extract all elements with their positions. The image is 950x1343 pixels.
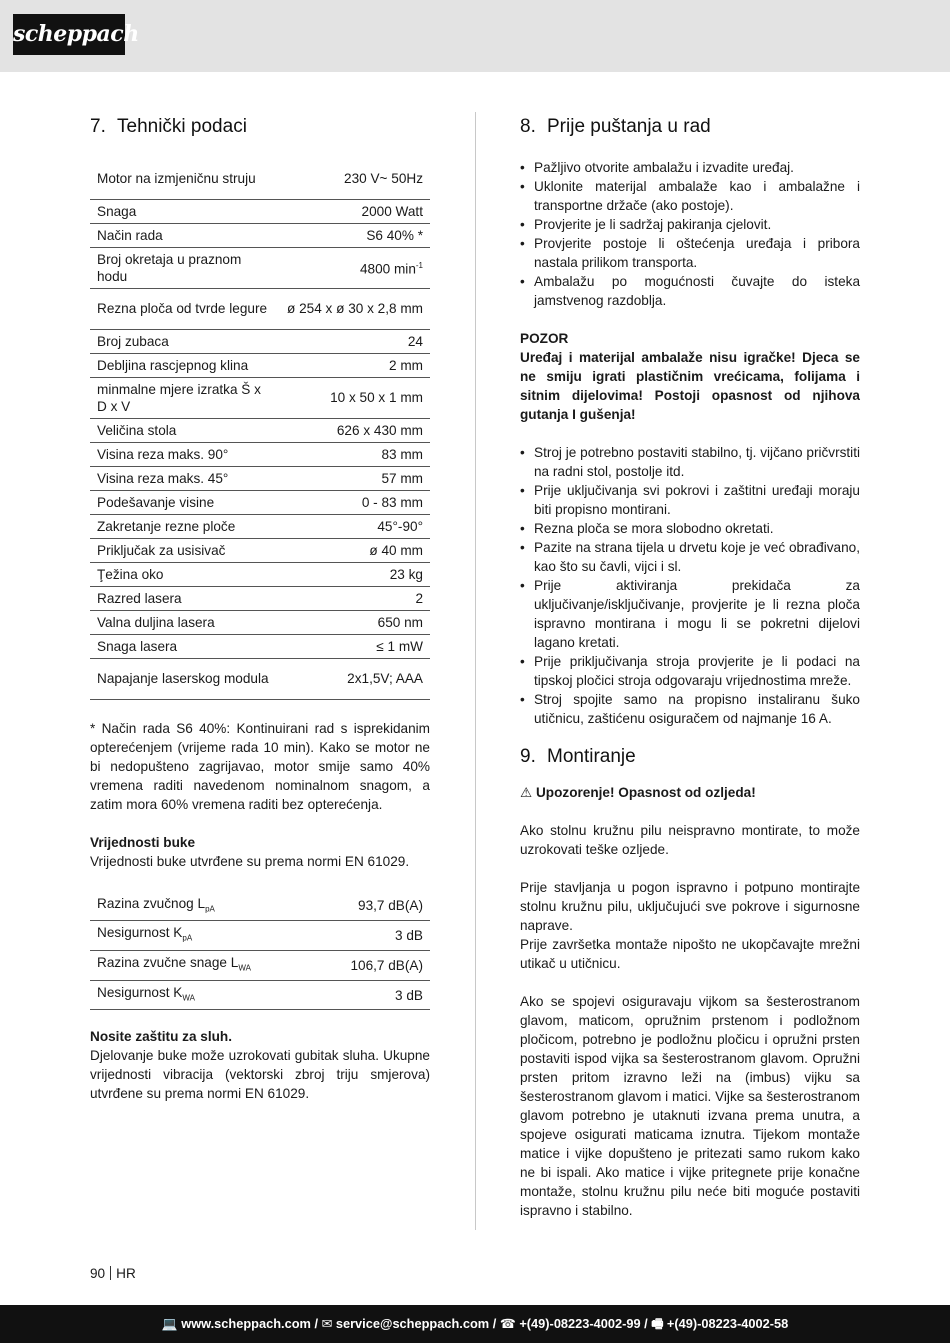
spec-row	[90, 634, 430, 658]
spec-value	[280, 199, 430, 223]
section-title: Tehnički podaci	[117, 116, 247, 137]
spec-value-text: 23 kg	[389, 566, 423, 582]
spec-value-text: 57 mm	[381, 470, 423, 486]
list-item: • Ambalažu po mogućnosti čuvajte do isteka jamstvenog razdoblja.	[520, 272, 860, 310]
list-item: • Provjerite je li sadržaj pakiranja cjelovit.	[520, 215, 860, 234]
list-item: • Rezna ploča se mora slobodno okretati.	[520, 519, 860, 538]
spec-label: Visina reza maks. 90°	[90, 442, 280, 466]
hearing-protection-heading: Nosite zaštitu za sluh.	[90, 1029, 233, 1045]
spec-row	[90, 562, 430, 586]
list-item: • Stroj spojite samo na propisno instaliranu šuko utičnicu, zaštićenu osiguračem od najmanje 16 A.	[520, 690, 860, 728]
spec-value	[280, 329, 430, 353]
technical-data-table	[90, 158, 430, 700]
spec-label: Napajanje laserskog modula	[90, 658, 280, 699]
column-divider	[475, 112, 476, 1230]
spec-value-text: 0 - 83 mm	[361, 494, 423, 510]
list-item: • Prije uključivanja svi pokrovi i zaštitni uređaji moraju biti propisno montirani.	[520, 481, 860, 519]
spec-row	[90, 223, 430, 247]
noise-label-subscript: WA	[238, 963, 251, 973]
spec-label: Debljina rascjepnog klina	[90, 353, 280, 377]
spec-value-text: 2 mm	[389, 357, 423, 373]
spec-value-text: 24	[407, 333, 423, 349]
noise-label-text: Razina zvučne snage L	[97, 954, 239, 970]
noise-text: Vrijednosti buke utvrđene su prema normi EN 61029.	[90, 853, 410, 869]
spec-value-text: 45°-90°	[377, 518, 423, 534]
list-item: • Provjerite postoje li oštećenja uređaja i pribora nastala prilikom transporta.	[520, 234, 860, 272]
spec-value	[280, 418, 430, 442]
section-number: 7.	[90, 116, 106, 137]
spec-value	[280, 377, 430, 418]
spec-row	[90, 466, 430, 490]
footer-contact-text: 💻 www.scheppach.com / ✉ service@scheppach.com / ☎ +(49)-08223-4002-99 / 🖷 +(49)-08223-4002-58	[161, 1316, 789, 1331]
spec-value	[280, 586, 430, 610]
spec-row	[90, 418, 430, 442]
warning-triangle-icon: ⚠	[520, 785, 533, 800]
section-number: 9.	[520, 746, 536, 767]
noise-row	[90, 892, 430, 921]
noise-label-text: Nesigurnost K	[97, 984, 183, 1000]
spec-label: Razred lasera	[90, 586, 280, 610]
spec-label: Valna duljina lasera	[90, 610, 280, 634]
spec-value	[280, 514, 430, 538]
scheppach-logo: scheppach	[13, 14, 125, 55]
noise-label-subscript: pA	[182, 933, 193, 943]
spec-label: Podešavanje visine	[90, 490, 280, 514]
noise-label-text: Razina zvučnog L	[97, 895, 206, 911]
noise-value: 3 dB	[314, 980, 430, 1010]
section-9-heading	[520, 742, 860, 772]
list-item: • Stroj je potrebno postaviti stabilno, tj. vijčano pričvrstiti na radni stol, postolje itd.	[520, 443, 860, 481]
spec-value-text: 4800 min	[359, 261, 416, 277]
spec-value	[280, 288, 430, 329]
noise-values-table	[90, 892, 430, 1011]
spec-label: Veličina stola	[90, 418, 280, 442]
spec-label: Broj zubaca	[90, 329, 280, 353]
noise-label-text: Nesigurnost K	[97, 925, 183, 941]
spec-row	[90, 658, 430, 699]
hearing-protection-text: Djelovanje buke može uzrokovati gubitak sluha. Ukupne vrijednosti vibracija (vektorski zbroj triju smjerova) utvrđene su prema normi EN 61029.	[90, 1048, 430, 1102]
spec-value-text: S6 40% *	[366, 227, 423, 243]
spec-row	[90, 586, 430, 610]
spec-row	[90, 353, 430, 377]
spec-value	[280, 442, 430, 466]
assembly-paragraph-3: Prije završetka montaže nipošto ne ukopčavajte mrežni utikač u utičnicu.	[520, 937, 860, 971]
noise-label-subscript: pA	[205, 904, 215, 914]
assembly-paragraph-1: Ako stolnu kružnu pilu neispravno montirate, to može uzrokovati teške ozljede.	[520, 823, 860, 857]
right-column	[520, 112, 860, 1220]
spec-value	[280, 490, 430, 514]
list-item: • Prije priključivanja stroja provjerite je li podaci na tipskoj pločici stroja odgovaraju vrijednostima mreže.	[520, 652, 860, 690]
noise-label-subscript: WA	[182, 993, 195, 1003]
section-title: Montiranje	[547, 746, 636, 767]
caution-text: Uređaj i materijal ambalaže nisu igračke! Djeca se ne smiju igrati plastičnim vrećicama, folijama i sitnim dijelovima! Postoji opasnost od njihova gutanja I gušenja!	[520, 350, 860, 422]
spec-value	[280, 562, 430, 586]
spec-value	[280, 634, 430, 658]
warning-text: Upozorenje! Opasnost od ozljeda!	[535, 785, 756, 800]
spec-value-exponent: -1	[415, 261, 423, 271]
spec-value-text: ø 254 x ø 30 x 2,8 mm	[287, 301, 423, 316]
spec-label: Motor na izmjeničnu struju	[90, 158, 280, 199]
spec-value-text: 2000 Watt	[361, 203, 423, 219]
spec-value-text: 626 x 430 mm	[336, 422, 423, 438]
list-item: • Pazite na strana tijela u drvetu koje je već obrađivano, kao što su čavli, vijci i sl.	[520, 538, 860, 576]
noise-row	[90, 921, 430, 951]
spec-value	[280, 353, 430, 377]
spec-value-text: 2	[415, 590, 423, 606]
spec-label: minmalne mjere izratka Š x D x V	[90, 377, 280, 418]
injury-warning	[520, 783, 860, 802]
setup-list	[520, 443, 860, 728]
spec-label: Snaga lasera	[90, 634, 280, 658]
spec-label: Način rada	[90, 223, 280, 247]
spec-value-text: 10 x 50 x 1 mm	[330, 390, 423, 405]
spec-value-text: 650 nm	[377, 614, 423, 630]
assembly-paragraph-2: Prije stavljanja u pogon ispravno i potpuno montirajte stolnu kružnu pilu, uključujući sve pokrove i sigurnosne naprave.	[520, 880, 860, 933]
spec-row	[90, 158, 430, 199]
section-7-heading	[90, 112, 430, 142]
spec-label: Visina reza maks. 45°	[90, 466, 280, 490]
spec-row	[90, 329, 430, 353]
page-header	[0, 0, 950, 72]
spec-value	[280, 158, 430, 199]
left-column	[90, 112, 430, 1103]
spec-value-text: 2x1,5V; AAA	[347, 671, 423, 686]
contact-footer	[0, 1305, 950, 1343]
spec-row	[90, 247, 430, 288]
section-8-heading	[520, 112, 860, 142]
noise-row	[90, 950, 430, 980]
spec-row	[90, 490, 430, 514]
spec-label: Snaga	[90, 199, 280, 223]
spec-value-text: ≤ 1 mW	[376, 638, 423, 654]
spec-value	[280, 538, 430, 562]
spec-value	[280, 247, 430, 288]
spec-label: Rezna ploča od tvrde legure	[90, 288, 280, 329]
section-number: 8.	[520, 116, 536, 137]
spec-value	[280, 466, 430, 490]
spec-label: Ţežina oko	[90, 562, 280, 586]
noise-value: 93,7 dB(A)	[314, 892, 430, 921]
noise-heading: Vrijednosti buke	[90, 834, 195, 850]
spec-row	[90, 199, 430, 223]
page-number-value: 90	[90, 1266, 106, 1281]
spec-row	[90, 288, 430, 329]
spec-row	[90, 442, 430, 466]
spec-label: Priključak za usisivač	[90, 538, 280, 562]
spec-value	[280, 658, 430, 699]
spec-value-text: 230 V~ 50Hz	[344, 170, 423, 186]
noise-label	[90, 950, 314, 980]
spec-row	[90, 538, 430, 562]
list-item: • Prije aktiviranja prekidača za uključivanje/isključivanje, provjerite je li rezna ploča ispravno montirana i mogu li se pokretni dijelovi lagano kretati.	[520, 576, 860, 652]
noise-value: 106,7 dB(A)	[314, 950, 430, 980]
spec-row	[90, 610, 430, 634]
page-number	[90, 1265, 136, 1283]
spec-label: Zakretanje rezne ploče	[90, 514, 280, 538]
spec-value	[280, 610, 430, 634]
operating-mode-footnote: * Način rada S6 40%: Kontinuirani rad s isprekidanim opterećenjem (vrijeme rada 10 min). Kako se motor ne bi nedopušteno zagrijavao, motor smije samo 40% vremena raditi navedenom nominalnom snagom, a zatim mora 60% vremena raditi bez opterećenja.	[90, 720, 430, 812]
section-title: Prije puštanja u rad	[547, 116, 711, 137]
spec-value-text: ø 40 mm	[369, 542, 423, 558]
spec-label: Broj okretaja u praznom hodu	[90, 247, 280, 288]
noise-label	[90, 892, 314, 921]
unpacking-list	[520, 158, 860, 310]
spec-row	[90, 377, 430, 418]
noise-value: 3 dB	[314, 921, 430, 951]
spec-value	[280, 223, 430, 247]
spec-value-text: 83 mm	[381, 446, 423, 462]
noise-row	[90, 980, 430, 1010]
noise-label	[90, 921, 314, 951]
noise-label	[90, 980, 314, 1010]
spec-row	[90, 514, 430, 538]
caution-heading: POZOR	[520, 331, 569, 346]
list-item: • Uklonite materijal ambalaže kao i ambalažne i transportne držače (ako postoje).	[520, 177, 860, 215]
page-number-separator	[110, 1266, 111, 1280]
assembly-paragraph-4: Ako se spojevi osiguravaju vijkom sa šesterostranom glavom, maticom, opružnim prstenom i podložnom pločicom, potrebno je podložnu pločicu i opružni prsten postaviti ispod vijka sa šesterostranom glavom. Opružni prsten pritom izravno leži na (imbus) vijku sa šesterostranom glavom i matici. Vijke sa šesterostranom glavom potrebno je utaknuti izvana prema unutra, a spojeve osigurati maticama iznutra. Tijekom montaže matice i vijke dopušteno je pritezati samo rukom kako ne bi ispali. Ako matice i vijke pritegnete prije konačne montaže, stolnu kružnu pilu neće biti moguće postaviti ispravno i stabilno.	[520, 994, 860, 1218]
page-language: HR	[116, 1266, 136, 1281]
list-item: • Pažljivo otvorite ambalažu i izvadite uređaj.	[520, 158, 860, 177]
